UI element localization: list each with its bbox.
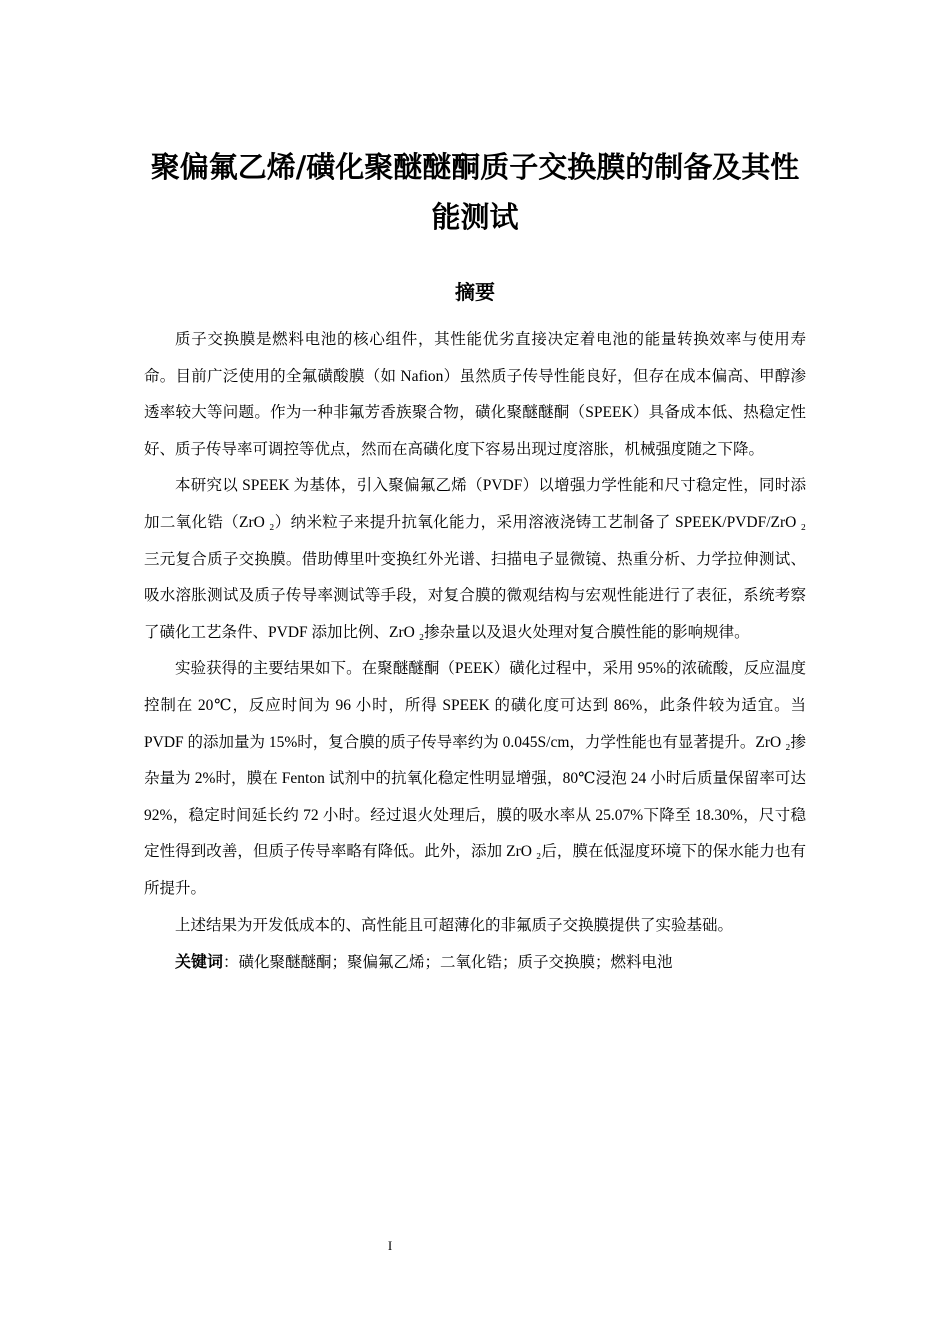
document-title: 聚偏氟乙烯/磺化聚醚醚酮质子交换膜的制备及其性能测试 <box>150 150 800 234</box>
abstract-paragraph-2: 本研究以 SPEEK 为基体，引入聚偏氟乙烯（PVDF）以增强力学性能和尺寸稳定性，同时添加二氧化锆（ZrO ₂）纳米粒子来提升抗氧化能力，采用溶液浇铸工艺制备了 SPEEK/PVDF/ZrO ₂三元复合质子交换膜。借助傅里叶变换红外光谱、扫描电子显微镜、热重分析、力学拉伸测试、吸水溶胀测试及质子传导率测试等手段，对复合膜的微观结构与宏观性能进行了表征，系统考察了磺化工艺条件、PVDF 添加比例、ZrO ₂掺杂量以及退火处理对复合膜性能的影响规律。 <box>144 477 806 641</box>
abstract-paragraph-3: 实验获得的主要结果如下。在聚醚醚酮（PEEK）磺化过程中，采用 95%的浓硫酸，反应温度控制在 20℃，反应时间为 96 小时，所得 SPEEK 的磺化度可达到 86%，此条件较为适宜。当 PVDF 的添加量为 15%时，复合膜的质子传导率约为 0.045S/cm，力学性能也有显著提升。ZrO ₂掺杂量为 2%时，膜在 Fenton 试剂中的抗氧化稳定性明显增强，80℃浸泡 24 小时后质量保留率可达 92%，稳定时间延长约 72 小时。经过退火处理后，膜的吸水率从 25.07%下降至 18.30%，尺寸稳定性得到改善，但质子传导率略有降低。此外，添加 ZrO ₂后，膜在低湿度环境下的保水能力也有所提升。 <box>144 660 807 897</box>
abstract-body <box>144 322 806 982</box>
abstract-paragraph-4: 上述结果为开发低成本的、高性能且可超薄化的非氟质子交换膜提供了实验基础。 <box>175 916 734 934</box>
page-number: I <box>387 1238 393 1253</box>
abstract-paragraph-1: 质子交换膜是燃料电池的核心组件，其性能优劣直接决定着电池的能量转换效率与使用寿命。目前广泛使用的全氟磺酸膜（如 Nafion）虽然质子传导性能良好，但存在成本偏高、甲醇渗透率较大等问题。作为一种非氟芳香族聚合物，磺化聚醚醚酮（SPEEK）具备成本低、热稳定性好、质子传导率可调控等优点，然而在高磺化度下容易出现过度溶胀，机械强度随之下降。 <box>144 331 806 458</box>
abstract-heading: 摘要 <box>455 280 495 304</box>
keywords-label: 关键词 <box>175 952 224 972</box>
keywords-line <box>144 944 806 982</box>
keywords-list: ：磺化聚醚醚酮；聚偏氟乙烯；二氧化锆；质子交换膜；燃料电池 <box>223 954 673 972</box>
